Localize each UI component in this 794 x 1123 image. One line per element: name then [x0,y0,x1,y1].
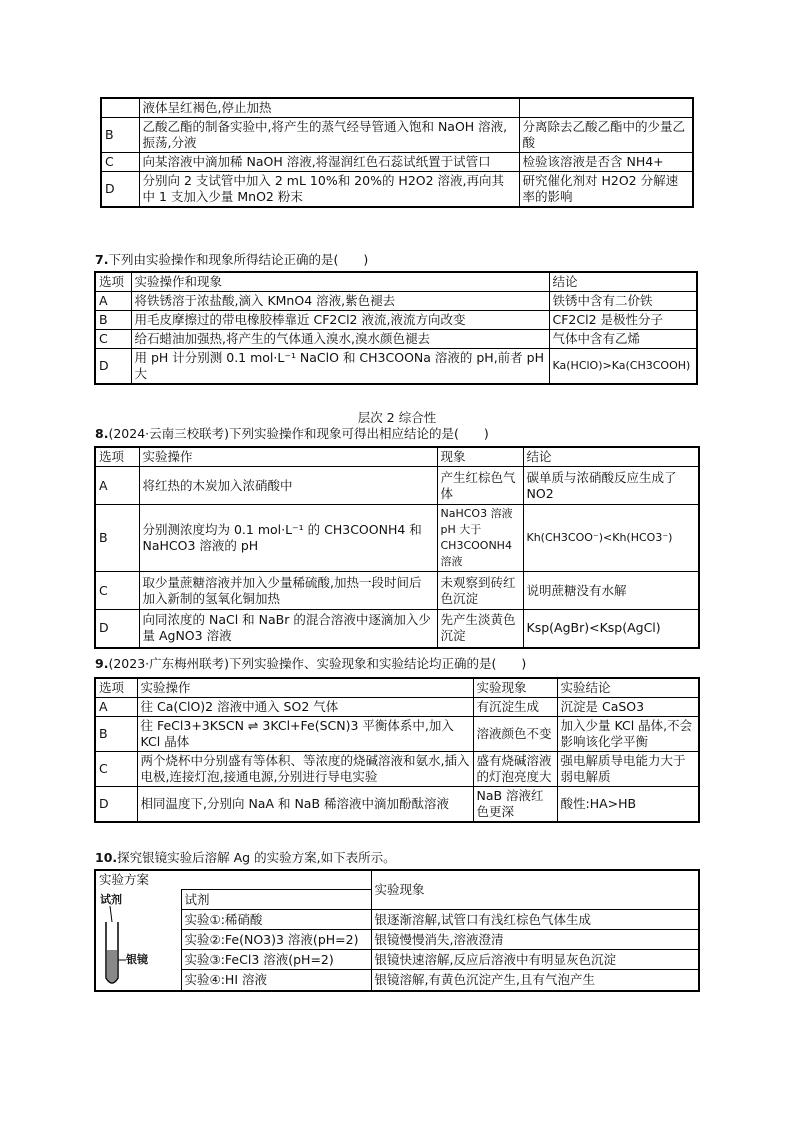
test-tube-figure [95,890,181,991]
q8-table [94,446,700,649]
operation-cell: 将铁锈溶于浓盐酸,滴入 KMnO4 溶液,紫色褪去 [131,292,549,311]
option-label: A [95,467,139,505]
phenomenon-cell: 盛有烧碱溶液的灯泡亮度大 [473,752,557,787]
table-row [95,717,699,752]
table-row [95,311,697,330]
table-header-row [95,678,699,698]
option-label: D [101,172,139,208]
conclusion-cell: 铁锈中含有二价铁 [549,292,697,311]
q9-table [94,677,700,823]
operation-cell: 取少量蔗糖溶液并加入少量稀硫酸,加热一段时间后加入新制的氢氧化铜加热 [139,572,437,610]
phenomenon-cell: 银逐渐溶解,试管口有浅红棕色气体生成 [371,910,699,930]
operation-cell: 向某溶液中滴加稀 NaOH 溶液,将湿润红色石蕊试纸置于试管口 [139,153,519,172]
question-text: (2023·广东梅州联考)下列实验操作、实验现象和实验结论均正确的是( ) [108,656,527,671]
reagent-cell: 实验①:稀硝酸 [181,910,371,930]
q7-stem [95,252,368,268]
operation-cell: 乙酸乙酯的制备实验中,将产生的蒸气经导管通入饱和 NaOH 溶液,振荡,分液 [139,118,519,153]
table-row [95,930,699,950]
operation-cell: 往 Ca(ClO)2 溶液中通入 SO2 气体 [137,698,473,717]
table-row [95,950,699,970]
operation-cell: 两个烧杯中分别盛有等体积、等浓度的烧碱溶液和氨水,插入电极,连接灯泡,接通电源,分别进行导电实验 [137,752,473,787]
operation-cell: 分别向 2 支试管中加入 2 mL 10%和 20%的 H2O2 溶液,再向其中 1 支加入少量 MnO2 粉末 [139,172,519,208]
header-option: 选项 [95,447,139,467]
question-text: 探究银镜实验后溶解 Ag 的实验方案,如下表所示。 [117,850,396,865]
question-number: 7. [95,252,109,267]
test-tube-icon [96,890,180,990]
reagent-cell: 实验④:HI 溶液 [181,970,371,991]
phenomenon-cell: NaHCO3 溶液 pH 大于 CH3COONH4 溶液 [437,505,523,572]
table-header-row [95,870,699,890]
q7-table [94,271,698,385]
table-row [95,292,697,311]
conclusion-cell: 强电解质导电能力大于弱电解质 [557,752,699,787]
header-phenomenon: 现象 [437,447,523,467]
purpose-cell [519,98,693,118]
option-label: D [95,610,139,648]
purpose-cell: 检验该溶液是否含 NH4+ [519,153,693,172]
q8-stem [95,426,489,442]
q10-table [94,869,700,992]
option-label: A [95,292,131,311]
option-label: D [95,349,131,385]
operation-cell: 分别测浓度均为 0.1 mol·L⁻¹ 的 CH3COONH4 和 NaHCO3 溶液的 pH [139,505,437,572]
phenomenon-cell: 产生红棕色气体 [437,467,523,505]
table-row [95,330,697,349]
operation-cell: 将红热的木炭加入浓硝酸中 [139,467,437,505]
table-row [95,349,697,385]
phenomenon-cell: 溶液颜色不变 [473,717,557,752]
table-row [95,752,699,787]
header-option: 选项 [95,678,137,698]
table-row [101,153,693,172]
table-row [95,572,699,610]
header-phenomenon: 实验现象 [371,870,699,910]
purpose-cell: 研究催化剂对 H2O2 分解速率的影响 [519,172,693,208]
option-label [101,98,139,118]
reagent-cell: 实验②:Fe(NO3)3 溶液(pH=2) [181,930,371,950]
conclusion-cell: Kh(CH3COO⁻)<Kh(HCO3⁻) [523,505,699,572]
table-row [101,172,693,208]
operation-cell: 往 FeCl3+3KSCN ⇌ 3KCl+Fe(SCN)3 平衡体系中,加入 KCl 晶体 [137,717,473,752]
purpose-cell: 分离除去乙酸乙酯中的少量乙酸 [519,118,693,153]
q6-table [100,97,694,208]
option-label: A [95,698,137,717]
table-row [101,118,693,153]
question-number: 8. [95,426,109,441]
phenomenon-cell: 有沉淀生成 [473,698,557,717]
phenomenon-cell: 银镜快速溶解,反应后溶液中有明显灰色沉淀 [371,950,699,970]
option-label: B [101,118,139,153]
reagent-cell: 实验③:FeCl3 溶液(pH=2) [181,950,371,970]
conclusion-cell: CF2Cl2 是极性分子 [549,311,697,330]
option-label: B [95,717,137,752]
table-header-row [95,272,697,292]
operation-cell: 相同温度下,分别向 NaA 和 NaB 稀溶液中滴加酚酞溶液 [137,787,473,823]
q10-stem [95,850,396,866]
operation-cell: 用毛皮摩擦过的带电橡胶棒靠近 CF2Cl2 液流,液流方向改变 [131,311,549,330]
conclusion-cell: Ka(HClO)>Ka(CH3COOH) [549,349,697,385]
table-row [95,698,699,717]
header-option: 选项 [95,272,131,292]
q9-stem [95,656,526,672]
conclusion-cell: Ksp(AgBr)<Ksp(AgCl) [523,610,699,648]
table-row [95,467,699,505]
header-operation: 实验操作和现象 [131,272,549,292]
table-row [95,910,699,930]
option-label: C [95,572,139,610]
table-row [95,610,699,648]
table-header-row [95,447,699,467]
conclusion-cell: 碳单质与浓硝酸反应生成了 NO2 [523,467,699,505]
operation-cell: 液体呈红褐色,停止加热 [139,98,519,118]
question-number: 9. [95,656,109,671]
option-label: B [95,311,131,330]
table-row [95,505,699,572]
header-conclusion: 结论 [523,447,699,467]
option-label: C [101,153,139,172]
figure-label-silver-mirror: 银镜 [126,952,148,966]
header-conclusion: 结论 [549,272,697,292]
header-operation: 实验操作 [137,678,473,698]
question-text: (2024·云南三校联考)下列实验操作和现象可得出相应结论的是( ) [108,426,489,441]
phenomenon-cell: 先产生淡黄色沉淀 [437,610,523,648]
conclusion-cell: 沉淀是 CaSO3 [557,698,699,717]
header-operation: 实验操作 [139,447,437,467]
option-label: C [95,752,137,787]
header-plan: 实验方案 [95,870,371,890]
header-reagent: 试剂 [181,890,371,910]
option-label: D [95,787,137,823]
phenomenon-cell: 未观察到砖红色沉淀 [437,572,523,610]
figure-label-reagent: 试剂 [100,892,122,906]
header-phenomenon: 实验现象 [473,678,557,698]
conclusion-cell: 说明蔗糖没有水解 [523,572,699,610]
operation-cell: 给石蜡油加强热,将产生的气体通入溴水,溴水颜色褪去 [131,330,549,349]
header-conclusion: 实验结论 [557,678,699,698]
question-number: 10. [95,850,118,865]
conclusion-cell: 加入少量 KCl 晶体,不会影响该化学平衡 [557,717,699,752]
option-label: C [95,330,131,349]
phenomenon-cell: 银镜慢慢消失,溶液澄清 [371,930,699,950]
level-heading: 层次 2 综合性 [357,410,437,425]
phenomenon-cell: NaB 溶液红色更深 [473,787,557,823]
operation-cell: 向同浓度的 NaCl 和 NaBr 的混合溶液中逐滴加入少量 AgNO3 溶液 [139,610,437,648]
table-row [95,970,699,991]
conclusion-cell: 酸性:HA>HB [557,787,699,823]
table-row [95,787,699,823]
phenomenon-cell: 银镜溶解,有黄色沉淀产生,且有气泡产生 [371,970,699,991]
option-label: B [95,505,139,572]
question-text: 下列由实验操作和现象所得结论正确的是( ) [108,252,369,267]
table-row [101,98,693,118]
operation-cell: 用 pH 计分别测 0.1 mol·L⁻¹ NaClO 和 CH3COONa 溶液的 pH,前者 pH 大 [131,349,549,385]
conclusion-cell: 气体中含有乙烯 [549,330,697,349]
